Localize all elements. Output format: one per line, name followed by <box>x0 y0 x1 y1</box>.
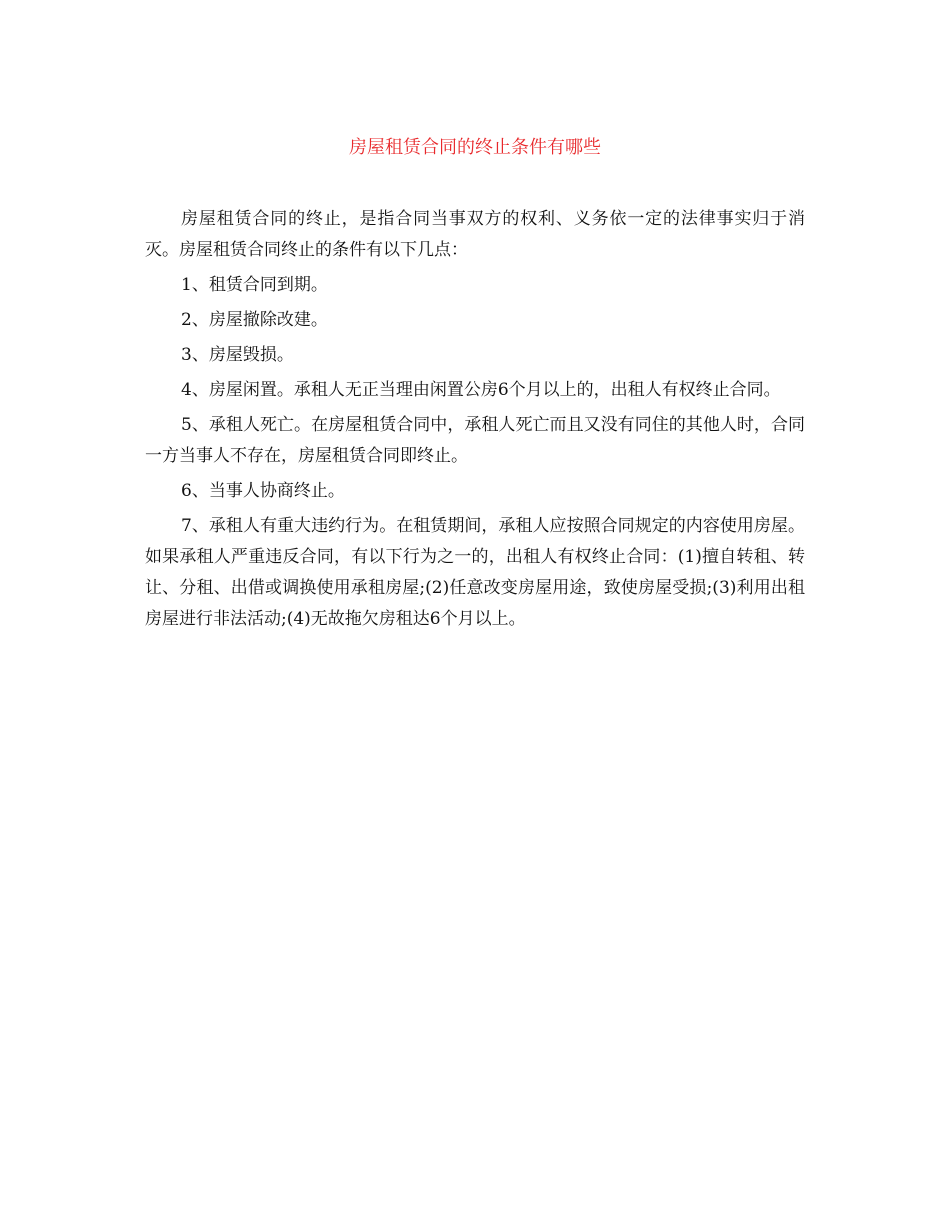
paragraph-item-4: 4、房屋闲置。承租人无正当理由闲置公房6个月以上的，出租人有权终止合同。 <box>181 380 781 400</box>
paragraph-item-2: 2、房屋撤除改建。 <box>181 310 328 330</box>
paragraph-item-1: 1、租赁合同到期。 <box>181 275 328 295</box>
paragraph-intro: 房屋租赁合同的终止，是指合同当事双方的权利、义务依一定的法律事实归于消灭。房屋租赁合同终止的条件有以下几点： <box>145 209 805 260</box>
document-body <box>145 204 805 639</box>
paragraph-item-6: 6、当事人协商终止。 <box>181 481 345 501</box>
paragraph-item-3: 3、房屋毁损。 <box>181 345 294 365</box>
document-title: 房屋租赁合同的终止条件有哪些 <box>349 137 601 158</box>
paragraph-item-7: 7、承租人有重大违约行为。在租赁期间，承租人应按照合同规定的内容使用房屋。如果承租人严重违反合同，有以下行为之一的，出租人有权终止合同：(1)擅自转租、转让、分租、出借或调换使用承租房屋;(2)任意改变房屋用途，致使房屋受损;(3)利用出租房屋进行非法活动;(4)无故拖欠房租达6个月以上。 <box>145 516 805 629</box>
paragraph-item-5: 5、承租人死亡。在房屋租赁合同中，承租人死亡而且又没有同住的其他人时，合同一方当事人不存在，房屋租赁合同即终止。 <box>145 415 805 466</box>
